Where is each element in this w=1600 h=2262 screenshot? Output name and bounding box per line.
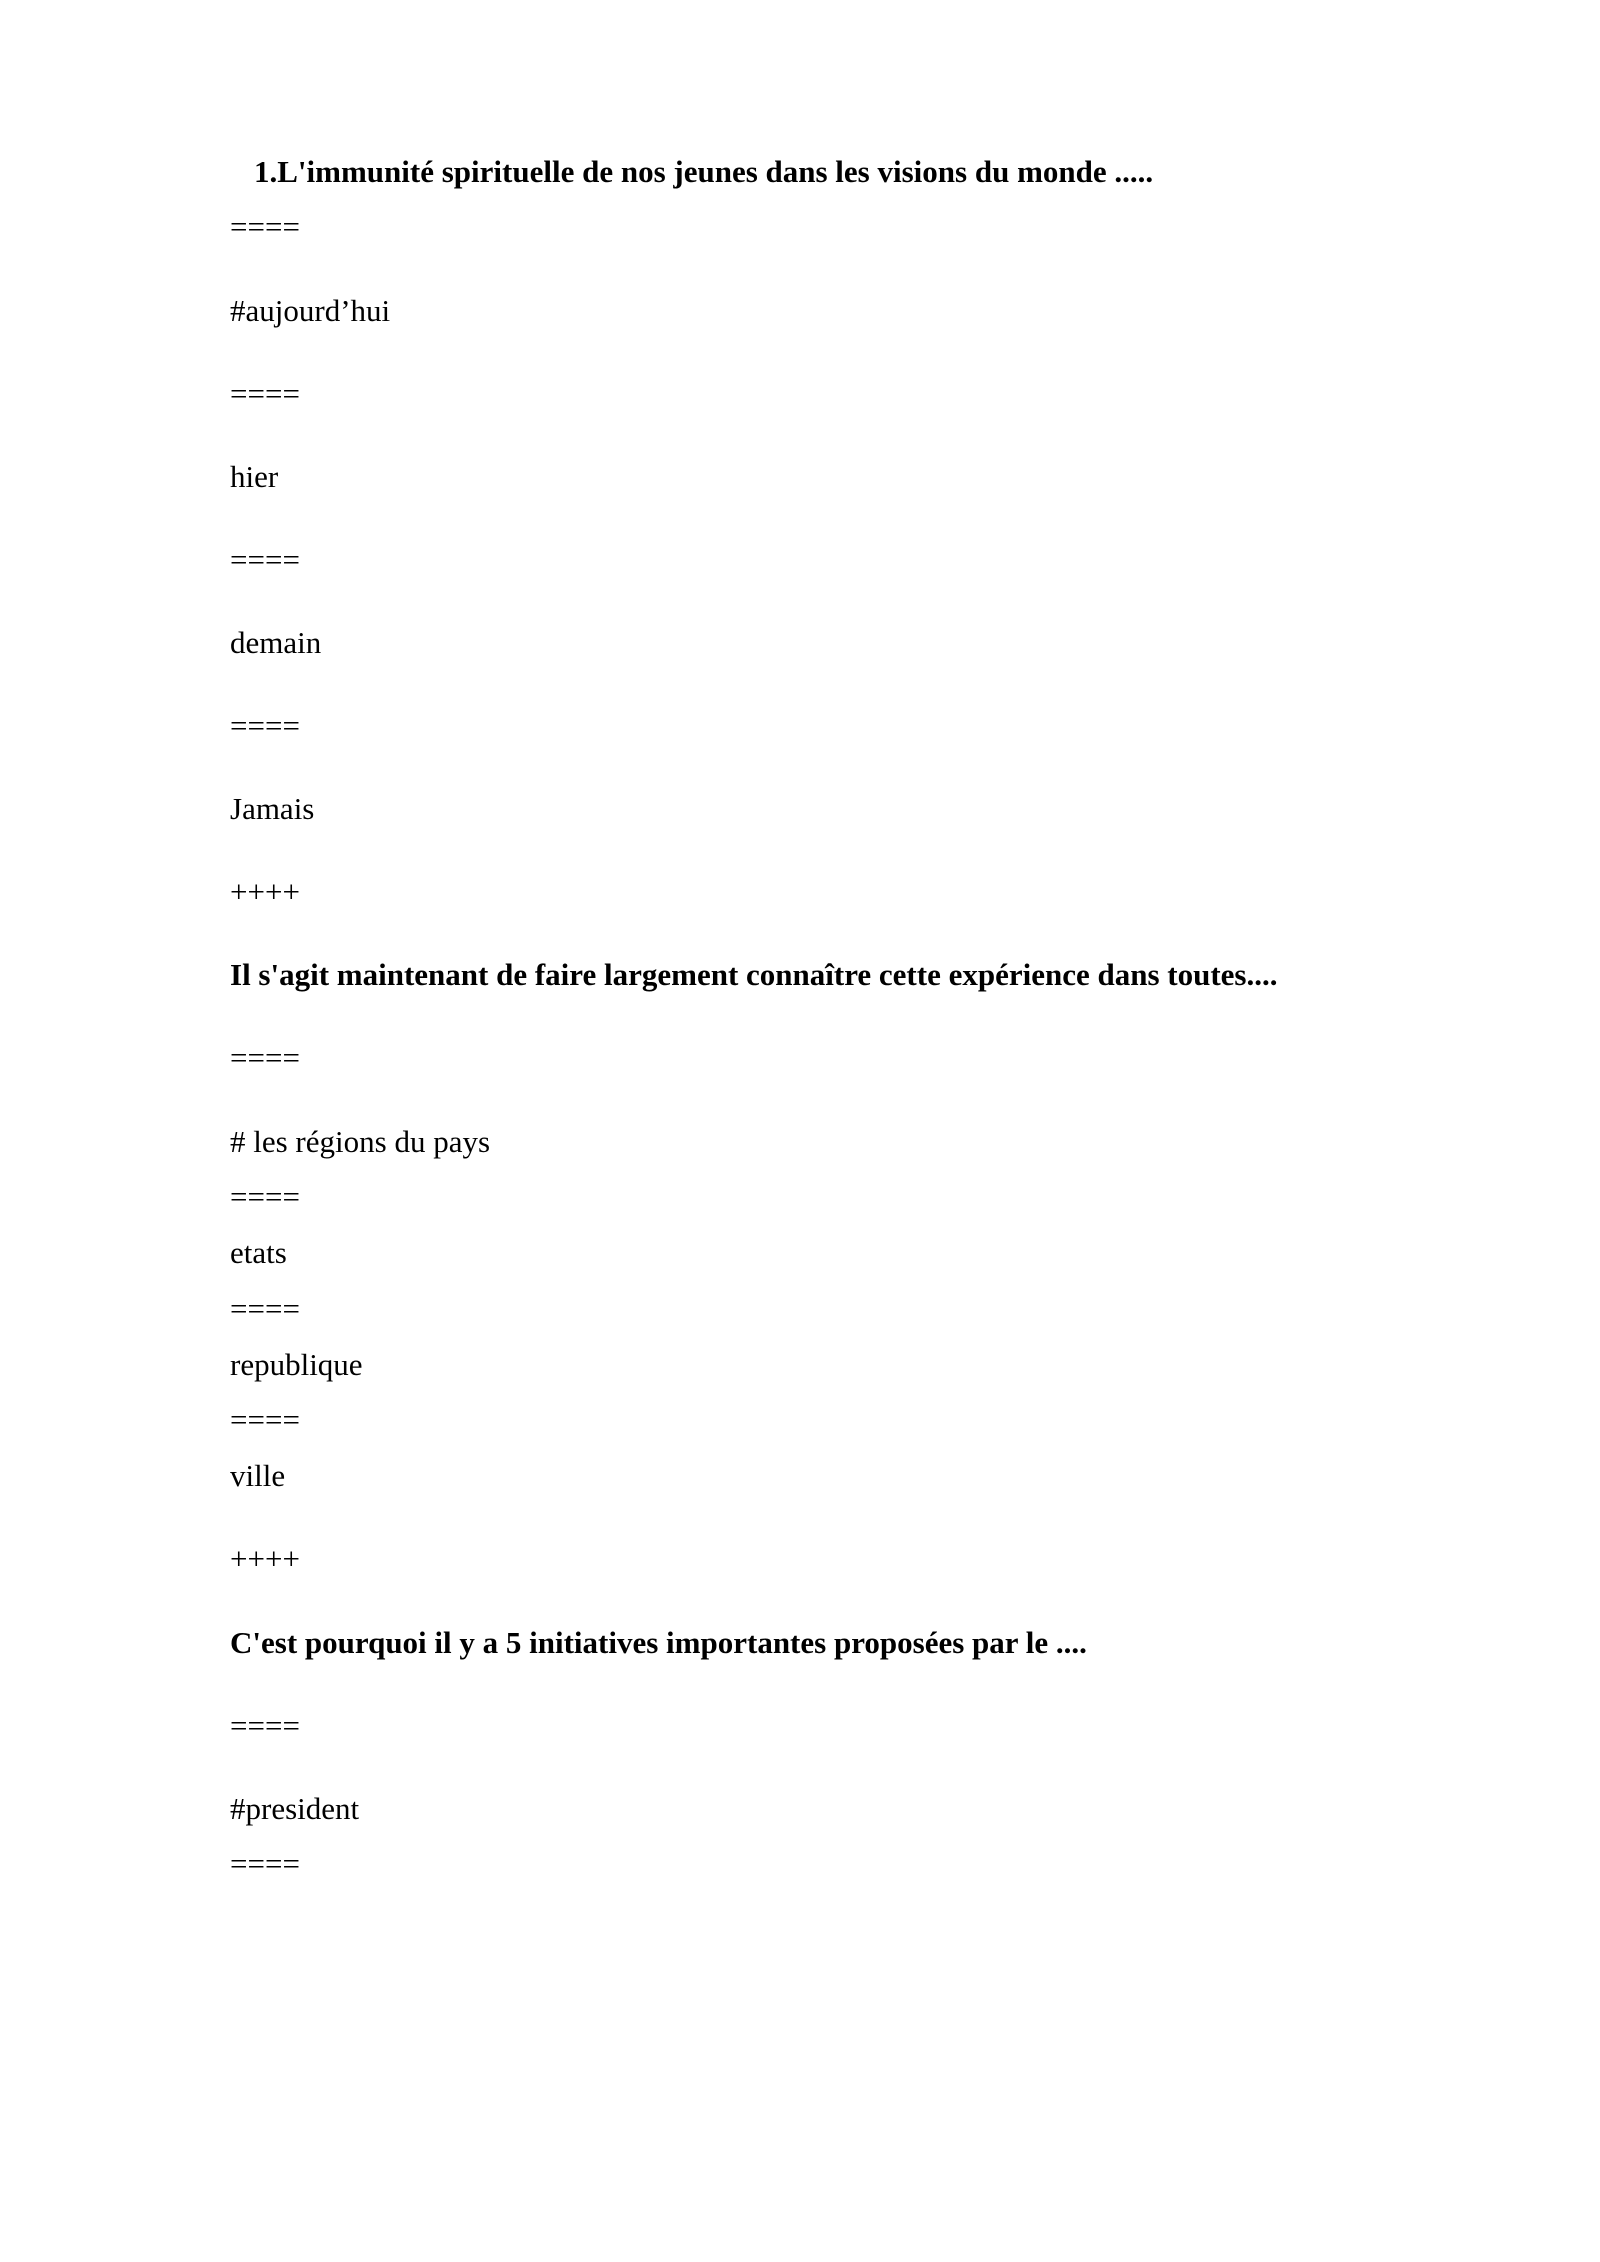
answer-option: #president: [230, 1791, 360, 1826]
question-2: Il s'agit maintenant de faire largement connaître cette expérience dans toutes....: [230, 957, 1278, 992]
answer-option: etats: [230, 1235, 287, 1270]
separator: ====: [230, 376, 300, 411]
separator: ++++: [230, 1541, 300, 1576]
answer-option: demain: [230, 625, 322, 660]
separator: ====: [230, 542, 300, 577]
separator: ====: [230, 1846, 300, 1881]
answer-option: #aujourd’hui: [230, 293, 391, 328]
separator: ====: [230, 1708, 300, 1743]
answer-option: republique: [230, 1347, 363, 1382]
separator: ====: [230, 1402, 300, 1437]
answer-option: ville: [230, 1458, 286, 1493]
answer-option: # les régions du pays: [230, 1124, 491, 1159]
separator: ====: [230, 1179, 300, 1214]
separator: ====: [230, 209, 300, 244]
separator: ====: [230, 1291, 300, 1326]
question-3: C'est pourquoi il y a 5 initiatives importantes proposées par le ....: [230, 1625, 1087, 1660]
separator: ====: [230, 1040, 300, 1075]
separator: ++++: [230, 874, 300, 909]
separator: ====: [230, 708, 300, 743]
question-1: 1.L'immunité spirituelle de nos jeunes dans les visions du monde .....: [254, 154, 1154, 189]
answer-option: Jamais: [230, 791, 315, 826]
answer-option: hier: [230, 459, 279, 494]
